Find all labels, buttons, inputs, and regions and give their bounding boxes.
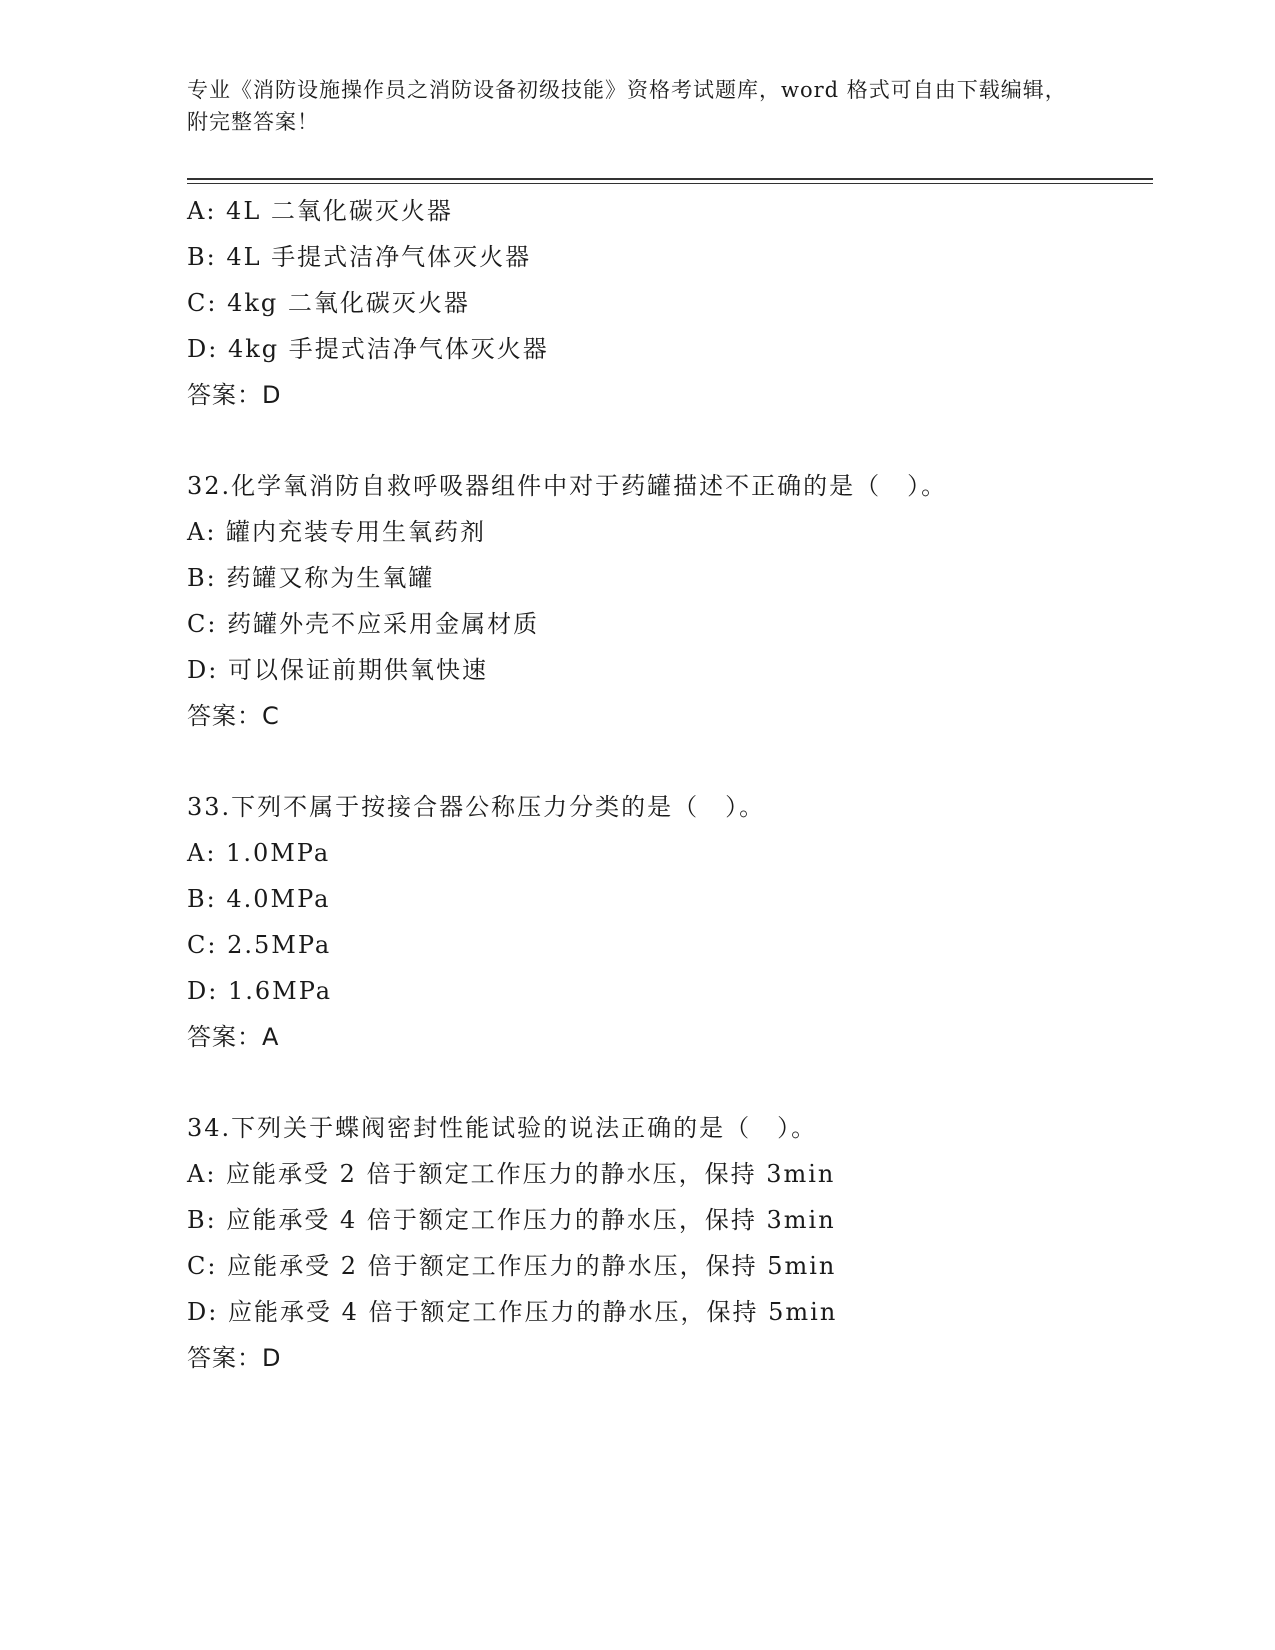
- question-list: [187, 188, 1153, 1381]
- header-rule-thin: [187, 183, 1153, 184]
- question-stem: 33.下列不属于按接合器公称压力分类的是（ ）。: [187, 793, 766, 821]
- option-b: B: 4.0MPa: [187, 885, 331, 913]
- spacer: [187, 418, 1153, 463]
- question-34-block: [187, 1105, 1153, 1381]
- question-stem: 32.化学氧消防自救呼吸器组件中对于药罐描述不正确的是（ ）。: [187, 472, 948, 500]
- option-d: D: 可以保证前期供氧快速: [187, 656, 488, 684]
- question-33-block: [187, 784, 1153, 1060]
- question-31-block: [187, 188, 1153, 418]
- answer-line: 答案：A: [187, 1023, 280, 1051]
- option-a: A: 1.0MPa: [187, 839, 331, 867]
- answer-line: 答案：D: [187, 381, 282, 409]
- option-d: D: 应能承受 4 倍于额定工作压力的静水压，保持 5min: [187, 1298, 838, 1326]
- option-b: B: 药罐又称为生氧罐: [187, 564, 435, 592]
- question-32-block: [187, 463, 1153, 739]
- option-c: C: 2.5MPa: [187, 931, 332, 959]
- answer-line: 答案：D: [187, 1344, 282, 1372]
- option-c: C: 药罐外壳不应采用金属材质: [187, 610, 540, 638]
- answer-line: 答案：C: [187, 702, 280, 730]
- option-d: D: 1.6MPa: [187, 977, 333, 1005]
- spacer: [187, 739, 1153, 784]
- question-stem: 34.下列关于蝶阀密封性能试验的说法正确的是（ ）。: [187, 1114, 818, 1142]
- header-rule-thick: [187, 178, 1153, 180]
- option-a: A: 4L 二氧化碳灭火器: [187, 197, 453, 225]
- option-c: C: 4kg 二氧化碳灭火器: [187, 289, 470, 317]
- option-d: D: 4kg 手提式洁净气体灭火器: [187, 335, 549, 363]
- option-a: A: 应能承受 2 倍于额定工作压力的静水压，保持 3min: [187, 1160, 836, 1188]
- option-a: A: 罐内充装专用生氧药剂: [187, 518, 487, 546]
- spacer: [187, 1060, 1153, 1105]
- option-b: B: 应能承受 4 倍于额定工作压力的静水压，保持 3min: [187, 1206, 836, 1234]
- document-header: 专业《消防设施操作员之消防设备初级技能》资格考试题库，word 格式可自由下载编辑，附完整答案！: [187, 78, 1067, 134]
- option-b: B: 4L 手提式洁净气体灭火器: [187, 243, 532, 271]
- option-c: C: 应能承受 2 倍于额定工作压力的静水压，保持 5min: [187, 1252, 837, 1280]
